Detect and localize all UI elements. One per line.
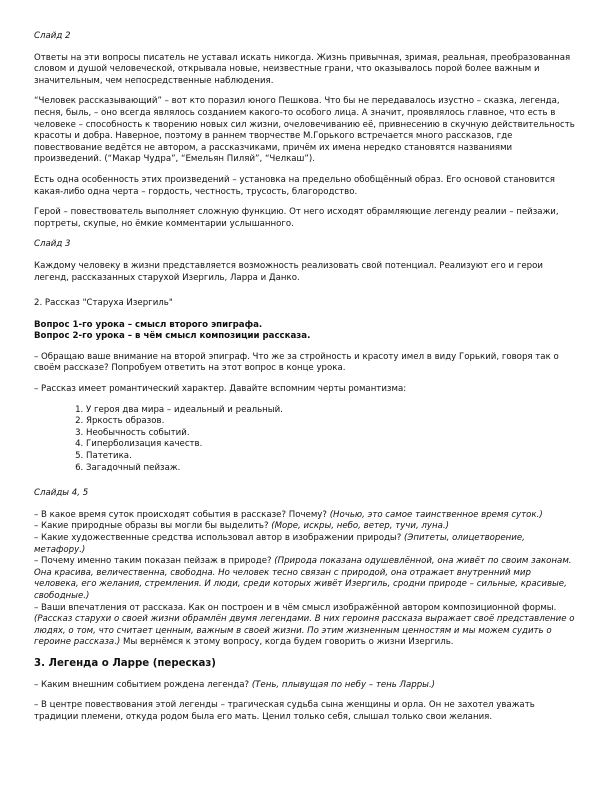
question-line (34, 521, 578, 533)
section-3-heading: 3. Легенда о Ларре (пересказ) (34, 657, 216, 669)
answer-text: (Рассказ старухи о своей жизни обрамлён двумя легендами. В них героиня рассказа выражает своё представление о людях, о том, что считает ценным, важным в своей жизни. По этим жизненным ценностям и мы можем судить о героине рассказа.) (34, 614, 575, 648)
slide-3-label: Слайд 3 (34, 239, 71, 250)
list-item: 2. Яркость образов. (86, 416, 578, 428)
paragraph: “Человек рассказывающий” – вот кто поразил юного Пешкова. Что бы не передавалось изустно – сказка, легенда, песня, быль, – оно всегда являлось созданием какого-то особого лица. А значит, проявлялось главное, что есть в человеке – способность к творению новых сил жизни, очеловечиванию её, привнесению в скучную действительность красоты и добра. Наверное, поэтому в раннем творчестве М.Горького встречается много рассказов, где повествование ведётся не автором, а рассказчиками, причём их имена нередко становятся названиями произведений. (“Макар Чудра”, “Емельян Пиляй”, “Челкаш”). (34, 96, 575, 165)
question-text: – Ваши впечатления от рассказа. Как он построен и в чём смысл изображённой автором композиционной формы. (34, 602, 557, 613)
list-item: 3. Необычность событий. (86, 428, 578, 440)
question-text: – Почему именно таким показан пейзаж в природе? (34, 556, 272, 567)
paragraph: Есть одна особенность этих произведений – установка на предельно обобщённый образ. Его основой становится какая-либо одна черта – гордость, честность, трусость, благородство. (34, 174, 555, 197)
slide-2-label: Слайд 2 (34, 31, 71, 41)
question-text: – Каким внешним событием рождена легенда? (34, 679, 250, 690)
paragraph: Ответы на эти вопросы писатель не уставал искать никогда. Жизнь привычная, зримая, реальная, преобразованная словом и душой человеческой, открывала новые, неизвестные грани, что оказывалось порой более важным и значительным, чем непосредственные наблюдения. (34, 52, 571, 86)
question-line (34, 510, 578, 522)
question-text: – В какое время суток происходят события в рассказе? Почему? (34, 509, 327, 520)
answer-text: (Ночью, это самое таинственное время суток.) (329, 509, 543, 520)
list-item: 1. У героя два мира – идеальный и реальный. (86, 405, 578, 417)
question-block (34, 510, 578, 649)
question-line (34, 533, 578, 556)
slides-4-5-label: Слайды 4, 5 (34, 488, 89, 499)
question-text: – Какие природные образы вы могли бы выделить? (34, 521, 269, 532)
romanticism-list (34, 405, 578, 475)
section-2-heading: 2. Рассказ "Старуха Изергиль" (34, 298, 173, 309)
answer-text: (Море, искры, небо, ветер, тучи, луна.) (271, 521, 449, 532)
paragraph: Каждому человеку в жизни представляется возможность реализовать свой потенциал. Реализуют его и герои легенд, рассказанных старухой Изергиль, Ларра и Данко. (34, 260, 543, 283)
question-text: Мы вернёмся к этому вопросу, когда будем говорить о жизни Изергиль. (123, 637, 454, 648)
question-text: – Какие художественные средства использовал автор в изображении природы? (34, 533, 402, 543)
question-line (34, 680, 578, 692)
paragraph: – Обращаю ваше внимание на второй эпиграф. Что же за стройность и красоту имел в виду Горький, говоря так о своём рассказе? Попробуем ответить на этот вопрос в конце урока. (34, 351, 559, 374)
list-item: 4. Гиперболизация качеств. (86, 439, 578, 451)
paragraph: – Рассказ имеет романтический характер. Давайте вспомним черты романтизма: (34, 384, 407, 395)
answer-text: (Эпитеты, олицетворение, метафору.) (34, 533, 525, 555)
question-line (34, 603, 578, 649)
answer-text: (Тень, плывущая по небу – тень Ларры.) (251, 679, 436, 690)
list-item: 5. Патетика. (86, 451, 578, 463)
lesson-questions (34, 320, 578, 343)
paragraph: – В центре повествования этой легенды – трагическая судьба сына женщины и орла. Он не захотел уважать традиции племени, откуда родом была его мать. Ценил только себя, слышал только свои желания. (34, 700, 535, 722)
lesson-question-2: Вопрос 2-го урока – в чём смысл композиции рассказа. (34, 331, 311, 342)
paragraph: Герой – повествователь выполняет сложную функцию. От него исходят обрамляющие легенду реалии – пейзажи, портреты, скупые, но ёмкие комментарии услышанного. (34, 207, 559, 229)
list-item: 6. Загадочный пейзаж. (86, 463, 578, 475)
answer-text: (Природа показана одушевлённой, она живёт по своим законам. Она красива, величественна, свободна. Но человек тесно связан с природой, она отражает внутренний мир человека, его желания, стремления. И люди, среди которых живёт Изергиль, сродни природе – сильные, красивые, свободные.) (34, 556, 572, 601)
question-line (34, 556, 578, 602)
lesson-question-1: Вопрос 1-го урока – смысл второго эпиграфа. (34, 319, 263, 330)
